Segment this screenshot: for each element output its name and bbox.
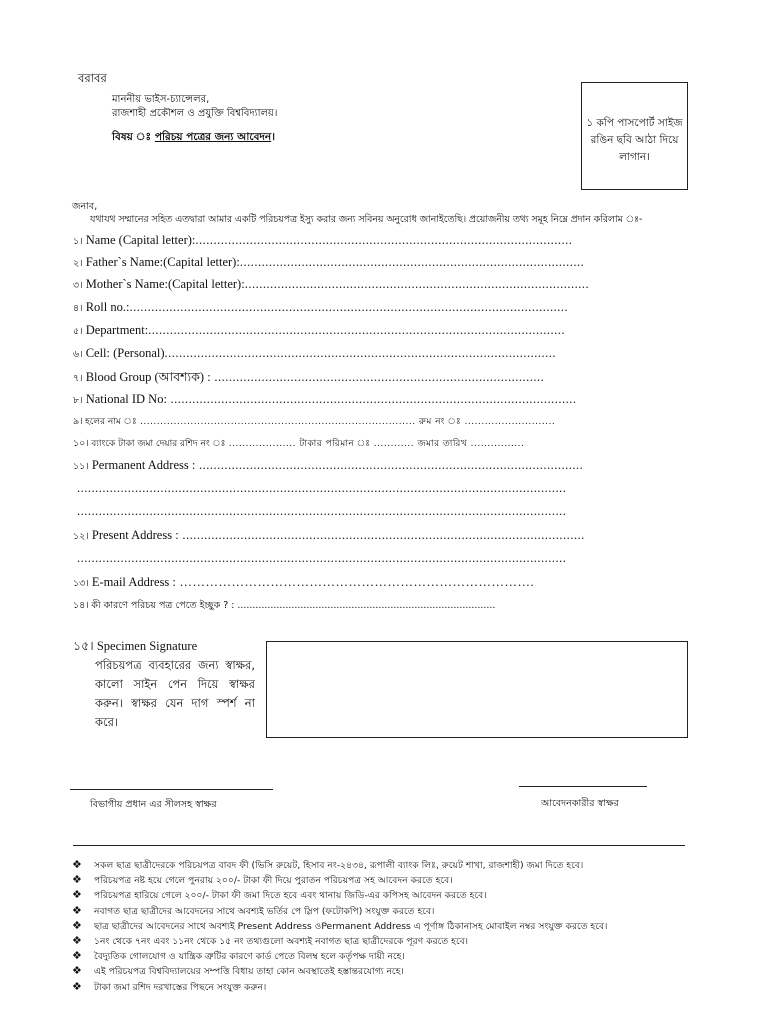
photo-instruction: ১ কপি পাসপোর্ট সাইজ রঙিন ছবি আঠা দিয়ে লাগান। — [586, 117, 683, 163]
field-num: ৮। — [73, 395, 83, 406]
field-label: National ID No: — [85, 392, 167, 406]
fill-line[interactable]: ………………………………………………………………………. — [175, 575, 535, 589]
field-hall — [73, 414, 556, 430]
fill-line[interactable]: ........................................................................................... — [210, 370, 545, 384]
fill-line[interactable]: ............................................................................................... — [239, 255, 585, 269]
subject-label: বিষয় ঃ — [112, 131, 152, 143]
field-department — [73, 323, 566, 340]
field-label: Permanent Address : — [91, 458, 196, 472]
field-label: Roll no.: — [85, 300, 130, 314]
note-text: ছাত্র ছাত্রীদের আবেদনের সাথে অবশ্যই Present Address ওPermanent Address এ পূর্ণাঙ্গ ঠিকানাসহ মোবাইল নম্বর সংযুক্ত করতে হবে। — [94, 920, 608, 932]
list-item — [72, 888, 607, 903]
bullet-icon: ❖ — [72, 949, 82, 963]
field-label: ব্যাংকে টাকা জমা দেয়ার রশিদ নং ঃ — [91, 439, 226, 449]
signature-instruction: পরিচয়পত্র ব্যবহারের জন্য স্বাক্ষর, কালো সাইন পেন দিয়ে স্বাক্ষর করুন। স্বাক্ষর যেন দাগ স্পর্শ না করে। — [95, 658, 255, 729]
fill-line[interactable]: : ...................................................................................... — [228, 600, 496, 611]
field-label: Mother`s Name:(Capital letter): — [85, 277, 245, 291]
field-num: ১৪। — [73, 600, 89, 611]
note-text: এই পরিচয়পত্র বিশ্ববিদ্যালয়ের সম্পত্তি বিধায় তাহা কোন অবস্থাতেই হস্তান্তরযোগ্য নহে। — [94, 966, 404, 978]
list-item — [72, 873, 607, 888]
note-text: পরিচয়পত্র হারিয়ে গেলে ২০০/- টাকা ফী জমা দিতে হবে এবং থানায় জিডি-এর কপিসহ আবেদন করতে হবে। — [94, 890, 487, 902]
list-item — [72, 980, 607, 995]
fill-line[interactable]: ....................................................................................................................................... — [77, 481, 567, 495]
field-label: হলের নাম ঃ — [85, 417, 137, 427]
subject-line — [112, 130, 275, 147]
field-num: ১১। — [73, 461, 89, 472]
field-label: Name (Capital letter): — [85, 233, 196, 247]
fill-line[interactable]: .................... টাকার পরিমান ঃ ............ জমার তারিখ ................ — [225, 439, 525, 449]
fill-line[interactable]: .......................................................................................................... — [195, 458, 584, 472]
field-num: ৫। — [73, 326, 83, 337]
list-item — [72, 949, 607, 964]
bullet-icon: ❖ — [72, 979, 82, 993]
field-num: ১০। — [73, 438, 89, 449]
field-num: ১২। — [73, 531, 89, 542]
field-num: ১। — [73, 236, 83, 247]
applicant-sign-line — [519, 786, 647, 787]
field-label: Department: — [85, 323, 149, 337]
subject-end: । — [271, 131, 275, 143]
to-label: বরাবর — [78, 71, 107, 85]
field-num: ১৩। — [73, 578, 89, 589]
field-reason — [73, 599, 528, 614]
field-permanent-address — [73, 458, 584, 475]
list-item — [72, 858, 607, 873]
fill-line[interactable]: ............................................................................................................ — [164, 346, 557, 360]
field-label: Cell: (Personal) — [85, 346, 165, 360]
fill-line[interactable]: ............................................................................................... — [244, 277, 590, 291]
field-mother-name — [73, 277, 590, 294]
bullet-icon: ❖ — [72, 888, 82, 902]
note-text: পরিচয়পত্র নষ্ট হয়ে গেলে পুনরায় ২০০/- টাকা ফী দিয়ে পুরাতন পরিচয়পত্র সহ আবেদন করতে হবে। — [94, 875, 453, 887]
field-present-address — [73, 528, 585, 545]
field-num: ২। — [73, 258, 83, 269]
applicant-sign-label: আবেদনকারীর স্বাক্ষর — [541, 798, 619, 809]
bullet-icon: ❖ — [72, 964, 82, 978]
field-name — [73, 233, 573, 250]
field-bank-receipt — [73, 436, 523, 452]
fill-line[interactable]: ....................................................................................................................................... — [77, 504, 567, 518]
field-cell — [73, 346, 557, 363]
bullet-icon: ❖ — [72, 873, 82, 887]
fill-line[interactable]: ....................................................................................................................................... — [77, 551, 567, 565]
specimen-signature-label: ১৫। Specimen Signature — [73, 639, 198, 653]
fill-line[interactable]: ........................................................................................................ — [195, 233, 573, 247]
note-text: বৈদ্যুতিক গোলযোগ ও যান্ত্রিক ত্রুটির কারণে কার্ড পেতে বিলম্ব হলে কর্তৃপক্ষ দায়ী নহে। — [94, 951, 405, 963]
notes-list — [72, 858, 607, 995]
field-father-name — [73, 255, 585, 272]
list-item — [72, 904, 607, 919]
permanent-address-line2[interactable] — [77, 481, 567, 496]
bullet-icon: ❖ — [72, 903, 82, 917]
field-national-id — [73, 392, 577, 409]
note-text: ১নং থেকে ৭নং এবং ১১নং থেকে ১৫ নং তথ্যগুলো অবশ্যই নবাগত ছাত্র ছাত্রীদেরকে পূরণ করতে হবে। — [94, 935, 469, 947]
list-item — [72, 934, 607, 949]
photo-box — [581, 82, 688, 190]
field-label: E-mail Address : — [91, 575, 176, 589]
bullet-icon: ❖ — [72, 933, 82, 947]
notes-divider — [73, 845, 685, 846]
present-address-line2[interactable] — [77, 551, 567, 566]
department-head-sign-line — [70, 789, 273, 790]
field-label: Blood Group (আবশ্যক) : — [85, 370, 211, 384]
note-text: টাকা জমা রশিদ দরখাস্তের পিছনে সংযুক্ত করুন। — [94, 981, 267, 993]
addressee-line2: রাজশাহী প্রকৌশল ও প্রযুক্তি বিশ্ববিদ্যালয়। — [112, 108, 278, 119]
bullet-icon: ❖ — [72, 918, 82, 932]
bullet-icon: ❖ — [72, 858, 82, 871]
signature-box[interactable] — [266, 641, 688, 738]
permanent-address-line3[interactable] — [77, 504, 567, 519]
salutation: জনাব, — [72, 201, 98, 212]
field-num: ৭। — [73, 373, 83, 384]
addressee-line1: মাননীয় ভাইস-চ্যান্সেলর, — [112, 94, 210, 105]
note-text: সকল ছাত্র ছাত্রীদেরকে পরিচয়পত্র বাবদ ফী (ভিসি রুয়েট, হিসাব নং-২৪৩৪, রূপালী ব্যাংক লিঃ, রুয়েট শাখা, রাজশাহী) জমা দিতে হবে। — [94, 860, 584, 871]
fill-line[interactable]: ................................................................................................................... — [148, 323, 566, 337]
field-label: কী কারণে পরিচয় পত্র পেতে ইচ্ছুক ? — [91, 600, 229, 611]
field-email — [73, 575, 535, 592]
field-num: ৬। — [73, 349, 83, 360]
fill-line[interactable]: ......................................................................................................................... — [129, 300, 569, 314]
fill-line[interactable]: ................................................................................................................ — [166, 392, 577, 406]
intro-text: যথাযথ সম্মানের সহিত এতদ্বারা আমার একটি পরিচয়পত্র ইস্যু করার জন্য সবিনয় অনুরোধ জানাইতেছি। প্রয়োজনীয় তথ্য সমূহ নিম্নে প্রদান করিলাম ঃ- — [90, 214, 643, 225]
note-text: নবাগত ছাত্র ছাত্রীদের আবেদনের সাথে অবশ্যই ভর্তির পে স্লিপ (ফটোকপি) সংযুক্ত করতে হবে। — [94, 905, 435, 917]
field-roll — [73, 300, 569, 317]
field-label: Father`s Name:(Capital letter): — [85, 255, 240, 269]
fill-line[interactable]: .................................................................................. রুম নং ঃ ........................... — [136, 417, 556, 427]
field-num: ৩। — [73, 280, 83, 291]
department-head-sign-label: বিভাগীয় প্রধান এর সীলসহ স্বাক্ষর — [90, 799, 217, 810]
fill-line[interactable]: ............................................................................................................... — [178, 528, 585, 542]
field-blood-group — [73, 369, 545, 389]
list-item — [72, 919, 607, 934]
field-label: Present Address : — [91, 528, 179, 542]
list-item — [72, 964, 607, 979]
subject-text: পরিচয় পত্রের জন্য আবেদন — [154, 131, 272, 143]
field-num: ৯। — [73, 416, 83, 427]
field-num: ৪। — [73, 303, 83, 314]
